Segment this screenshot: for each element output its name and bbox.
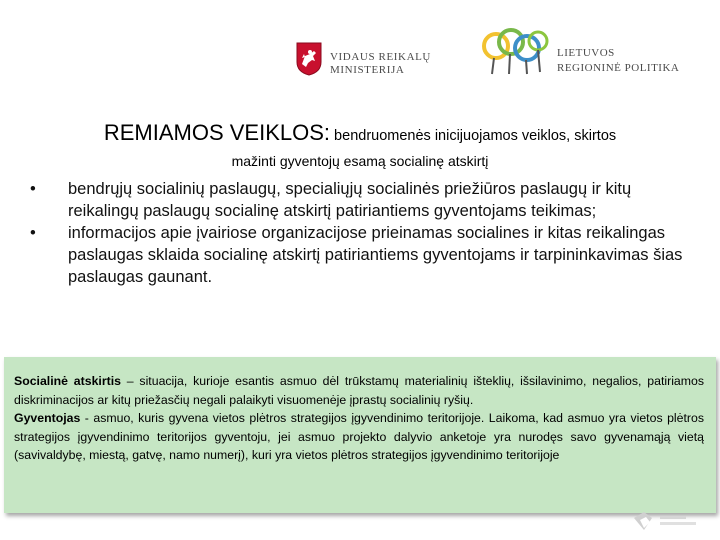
regional-policy-rings-icon: [480, 28, 550, 80]
activities-list: [28, 178, 698, 288]
title-heading: REMIAMOS VEIKLOS:: [103, 120, 331, 145]
list-item: [28, 178, 698, 222]
lithuanian-coat-of-arms-icon: [296, 42, 322, 76]
title-rest: bendruomenės inicijuojamos veiklos, skirtos: [330, 128, 617, 144]
list-item-text: informacijos apie įvairiose organizacijose prieinamas socialines ir kitas reikalingas paslaugas sklaida socialinę atskirtį patiriantiems gyventojams ir tarpininkavimas šias paslaugas gaunant.: [68, 224, 683, 286]
bullet-icon: •: [30, 180, 36, 198]
page-subtitle: mažinti gyventojų esamą socialinę atskirtį: [231, 153, 489, 169]
definition-text: - asmuo, kuris gyvena vietos plėtros strategijos įgyvendinimo teritorijoje. Laikoma, kad asmuo yra vietos plėtros strategijos įgyvendinimo teritorijos gyventoju, jei asmuo projekto dalyvio anketoje yra nurodęs savo gyvenamąją vietą (savivaldybę, miestą, gatvę, namo numerį), kuri yra vietos plėtros strategijos įgyvendinimo teritorijoje: [14, 411, 704, 462]
header-logos: [0, 0, 720, 118]
regional-policy-logo: [480, 28, 680, 88]
page-title: [40, 120, 680, 146]
definition-text: – situacija, kurioje esantis asmuo dėl trūkstamų materialinių išteklių, išsilavinimo, negalios, patiriamos diskriminacijos ar kitų priežasčių negali palaikyti visuomenėje įprastų socialinių ryšių.: [14, 374, 704, 407]
ministry-name-line1: VIDAUS REIKALŲ: [330, 51, 431, 63]
list-item-text: bendrųjų socialinių paslaugų, specialiųjų socialinės priežiūros paslaugų ir kitų reikalingų paslaugų socialinę atskirtį patiriantiems gyventojams teikimas;: [68, 180, 632, 220]
ministry-logo: [296, 42, 466, 90]
regional-policy-line2: REGIONINĖ POLITIKA: [557, 62, 680, 74]
regional-policy-line1: LIETUVOS: [557, 47, 615, 59]
regional-policy-name: [557, 46, 679, 76]
definition-term: Socialinė atskirtis: [14, 374, 121, 388]
bullet-icon: •: [30, 224, 36, 242]
ministry-name: [330, 51, 470, 77]
definitions-box: [4, 357, 716, 513]
list-item: [28, 222, 698, 288]
definition-resident: [14, 409, 704, 465]
corner-logo-icon: [630, 508, 710, 536]
definitions-text: [14, 372, 704, 465]
definition-social-exclusion: [14, 372, 704, 409]
ministry-name-line2: MINISTERIJA: [330, 64, 405, 76]
definition-term: Gyventojas: [14, 411, 81, 425]
